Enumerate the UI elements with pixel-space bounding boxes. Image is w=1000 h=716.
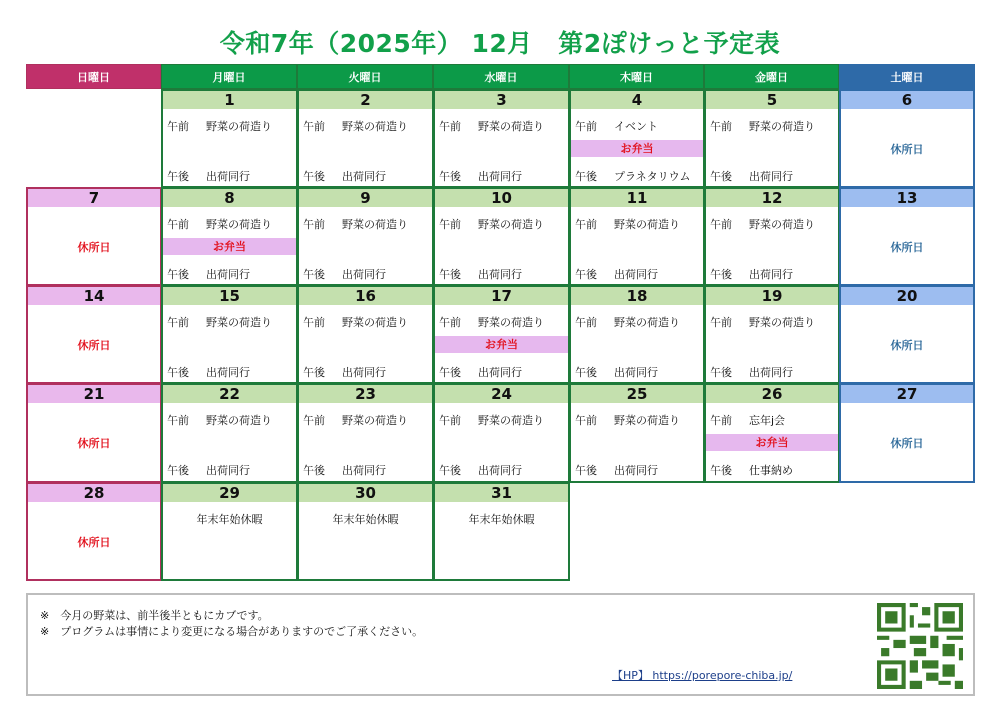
date-number: 15 — [163, 287, 296, 305]
pm-schedule — [575, 364, 658, 380]
am-schedule — [575, 412, 680, 428]
pm-label: 午後 — [439, 268, 461, 281]
day-cell[interactable] — [433, 383, 570, 483]
day-cell[interactable] — [297, 285, 434, 384]
pm-schedule — [303, 364, 386, 380]
pm-label: 午後 — [575, 170, 597, 183]
am-schedule — [439, 412, 544, 428]
date-number: 28 — [28, 484, 160, 502]
day-cell[interactable] — [26, 285, 162, 384]
note-line: ※ 今月の野菜は、前半後半ともにカブです。 — [40, 609, 269, 622]
pm-schedule — [710, 364, 793, 380]
date-number: 13 — [841, 189, 973, 207]
date-number: 29 — [163, 484, 296, 502]
am-schedule — [303, 216, 408, 232]
pm-label: 午後 — [303, 464, 325, 477]
closed-label: 休所日 — [77, 536, 111, 549]
pm-label: 午後 — [167, 366, 189, 379]
day-cell[interactable] — [161, 482, 298, 581]
page-title: 令和7年（2025年） 12月 第2ぽけっと予定表 — [219, 29, 781, 58]
closed-label: 休所日 — [890, 339, 924, 352]
qr-code-icon[interactable] — [877, 603, 963, 689]
pm-label: 午後 — [439, 366, 461, 379]
am-schedule — [710, 216, 815, 232]
am-activity: 野菜の荷造り — [206, 120, 272, 133]
weekday-header: 土曜日 — [839, 64, 975, 89]
day-cell[interactable] — [839, 187, 975, 286]
am-label: 午前 — [575, 120, 597, 133]
am-label: 午前 — [710, 316, 732, 329]
day-cell[interactable] — [433, 187, 570, 286]
am-activity: 野菜の荷造り — [478, 316, 544, 329]
date-number: 6 — [841, 91, 973, 109]
am-label: 午前 — [167, 218, 189, 231]
pm-activity: 出荷同行 — [206, 366, 250, 379]
day-cell[interactable] — [433, 482, 570, 581]
date-number: 4 — [571, 91, 703, 109]
date-number: 25 — [571, 385, 703, 403]
am-schedule — [303, 118, 408, 134]
bento-badge: お弁当 — [163, 238, 296, 255]
pm-schedule — [575, 266, 658, 282]
bento-badge: お弁当 — [706, 434, 838, 451]
bento-badge: お弁当 — [435, 336, 568, 353]
date-number: 19 — [706, 287, 838, 305]
pm-activity: 出荷同行 — [749, 268, 793, 281]
date-number: 27 — [841, 385, 973, 403]
am-activity: 野菜の荷造り — [749, 120, 815, 133]
notes-box — [26, 593, 975, 696]
weekday-header: 火曜日 — [297, 64, 433, 89]
pm-schedule — [303, 168, 386, 184]
pm-activity: 出荷同行 — [749, 170, 793, 183]
pm-activity: 出荷同行 — [478, 464, 522, 477]
am-label: 午前 — [439, 120, 461, 133]
date-number: 22 — [163, 385, 296, 403]
pm-activity: 出荷同行 — [749, 366, 793, 379]
date-number: 26 — [706, 385, 838, 403]
am-activity: 野菜の荷造り — [206, 218, 272, 231]
am-activity: 野菜の荷造り — [478, 414, 544, 427]
day-cell[interactable] — [569, 285, 705, 384]
pm-schedule — [303, 462, 386, 478]
pm-activity: 出荷同行 — [342, 170, 386, 183]
weekday-header: 水曜日 — [433, 64, 569, 89]
am-activity: 野菜の荷造り — [614, 316, 680, 329]
date-number: 16 — [299, 287, 432, 305]
day-cell[interactable] — [839, 285, 975, 384]
am-schedule — [167, 216, 272, 232]
am-activity: 野菜の荷造り — [342, 120, 408, 133]
date-number: 7 — [28, 189, 160, 207]
am-schedule — [710, 118, 815, 134]
holiday-note: 年末年始休暇 — [468, 513, 535, 526]
pm-label: 午後 — [167, 268, 189, 281]
pm-label: 午後 — [167, 170, 189, 183]
day-cell[interactable] — [297, 383, 434, 483]
am-label: 午前 — [439, 414, 461, 427]
date-number: 17 — [435, 287, 568, 305]
am-label: 午前 — [167, 414, 189, 427]
am-activity: 野菜の荷造り — [342, 316, 408, 329]
pm-activity: 出荷同行 — [478, 170, 522, 183]
homepage-link[interactable]: 【HP】 https://porepore-chiba.jp/ — [612, 669, 793, 682]
day-cell[interactable] — [297, 89, 434, 188]
am-label: 午前 — [167, 120, 189, 133]
day-cell[interactable] — [26, 383, 162, 483]
pm-activity: 出荷同行 — [206, 170, 250, 183]
day-cell[interactable] — [297, 482, 434, 581]
date-number: 24 — [435, 385, 568, 403]
date-number: 9 — [299, 189, 432, 207]
pm-label: 午後 — [575, 464, 597, 477]
pm-label: 午後 — [710, 366, 732, 379]
day-cell[interactable] — [839, 89, 975, 188]
date-number: 2 — [299, 91, 432, 109]
am-activity: 野菜の荷造り — [478, 120, 544, 133]
am-activity: 野菜の荷造り — [206, 414, 272, 427]
pm-schedule — [575, 168, 691, 184]
weekday-header: 金曜日 — [704, 64, 839, 89]
am-schedule — [710, 314, 815, 330]
day-cell[interactable] — [704, 285, 840, 384]
date-number: 10 — [435, 189, 568, 207]
date-number: 3 — [435, 91, 568, 109]
am-label: 午前 — [710, 218, 732, 231]
date-number: 21 — [28, 385, 160, 403]
pm-schedule — [710, 168, 793, 184]
am-activity: イベント — [614, 120, 658, 133]
day-cell[interactable] — [26, 187, 162, 286]
date-number: 18 — [571, 287, 703, 305]
date-number: 1 — [163, 91, 296, 109]
date-number: 30 — [299, 484, 432, 502]
date-number: 31 — [435, 484, 568, 502]
am-label: 午前 — [710, 120, 732, 133]
day-cell[interactable] — [161, 187, 298, 286]
am-activity: 野菜の荷造り — [749, 218, 815, 231]
am-schedule — [303, 314, 408, 330]
pm-schedule — [710, 462, 793, 478]
pm-activity: プラネタリウム — [614, 170, 691, 183]
pm-activity: 出荷同行 — [342, 268, 386, 281]
note-line: ※ プログラムは事情により変更になる場合がありますのでご了承ください。 — [40, 625, 424, 638]
pm-label: 午後 — [710, 464, 732, 477]
day-cell[interactable] — [569, 89, 705, 188]
closed-label: 休所日 — [77, 437, 111, 450]
am-activity: 野菜の荷造り — [342, 218, 408, 231]
pm-label: 午後 — [303, 268, 325, 281]
am-activity: 野菜の荷造り — [614, 218, 680, 231]
pm-label: 午後 — [575, 366, 597, 379]
pm-label: 午後 — [710, 170, 732, 183]
am-schedule — [439, 314, 544, 330]
day-cell[interactable] — [433, 89, 570, 188]
day-cell[interactable] — [569, 383, 705, 483]
am-schedule — [167, 412, 272, 428]
am-label: 午前 — [303, 218, 325, 231]
pm-schedule — [710, 266, 793, 282]
holiday-note: 年末年始休暇 — [332, 513, 399, 526]
pm-schedule — [167, 266, 250, 282]
pm-activity: 出荷同行 — [206, 464, 250, 477]
am-label: 午前 — [167, 316, 189, 329]
am-schedule — [303, 412, 408, 428]
holiday-note: 年末年始休暇 — [196, 513, 263, 526]
pm-activity: 出荷同行 — [342, 464, 386, 477]
pm-activity: 出荷同行 — [614, 268, 658, 281]
date-number: 20 — [841, 287, 973, 305]
day-cell[interactable] — [433, 285, 570, 384]
pm-label: 午後 — [710, 268, 732, 281]
pm-activity: 出荷同行 — [342, 366, 386, 379]
pm-activity: 出荷同行 — [478, 268, 522, 281]
date-number: 14 — [28, 287, 160, 305]
pm-schedule — [439, 364, 522, 380]
am-activity: 野菜の荷造り — [478, 218, 544, 231]
pm-schedule — [439, 462, 522, 478]
weekday-header: 月曜日 — [161, 64, 297, 89]
pm-label: 午後 — [303, 170, 325, 183]
pm-schedule — [167, 364, 250, 380]
am-label: 午前 — [575, 414, 597, 427]
weekday-header: 木曜日 — [569, 64, 704, 89]
pm-label: 午後 — [303, 366, 325, 379]
date-number: 8 — [163, 189, 296, 207]
am-activity: 野菜の荷造り — [206, 316, 272, 329]
am-label: 午前 — [575, 218, 597, 231]
day-cell[interactable] — [161, 383, 298, 483]
closed-label: 休所日 — [890, 143, 924, 156]
pm-schedule — [303, 266, 386, 282]
day-cell[interactable] — [704, 187, 840, 286]
pm-activity: 仕事納め — [749, 464, 793, 477]
closed-label: 休所日 — [890, 241, 924, 254]
day-cell[interactable] — [569, 187, 705, 286]
am-label: 午前 — [303, 316, 325, 329]
day-cell[interactable] — [704, 383, 840, 483]
date-number: 5 — [706, 91, 838, 109]
pm-label: 午後 — [439, 170, 461, 183]
date-number: 12 — [706, 189, 838, 207]
am-activity: 野菜の荷造り — [614, 414, 680, 427]
am-label: 午前 — [439, 316, 461, 329]
am-activity: 野菜の荷造り — [749, 316, 815, 329]
pm-schedule — [167, 168, 250, 184]
date-number: 11 — [571, 189, 703, 207]
pm-schedule — [575, 462, 658, 478]
day-cell[interactable] — [704, 89, 840, 188]
am-schedule — [710, 412, 785, 428]
pm-schedule — [439, 266, 522, 282]
pm-activity: 出荷同行 — [614, 464, 658, 477]
bento-badge: お弁当 — [571, 140, 703, 157]
day-cell[interactable] — [297, 187, 434, 286]
pm-activity: 出荷同行 — [614, 366, 658, 379]
day-cell[interactable] — [161, 285, 298, 384]
pm-label: 午後 — [439, 464, 461, 477]
am-schedule — [167, 118, 272, 134]
am-activity: 野菜の荷造り — [342, 414, 408, 427]
date-number: 23 — [299, 385, 432, 403]
weekday-header: 日曜日 — [26, 64, 161, 89]
pm-schedule — [439, 168, 522, 184]
day-cell[interactable] — [26, 482, 162, 581]
pm-label: 午後 — [575, 268, 597, 281]
am-schedule — [439, 216, 544, 232]
am-label: 午前 — [710, 414, 732, 427]
am-schedule — [575, 216, 680, 232]
am-label: 午前 — [303, 120, 325, 133]
am-activity: 忘年j会 — [749, 414, 786, 427]
am-schedule — [167, 314, 272, 330]
closed-label: 休所日 — [77, 339, 111, 352]
closed-label: 休所日 — [77, 241, 111, 254]
closed-label: 休所日 — [890, 437, 924, 450]
am-label: 午前 — [439, 218, 461, 231]
pm-activity: 出荷同行 — [478, 366, 522, 379]
pm-schedule — [167, 462, 250, 478]
am-schedule — [575, 314, 680, 330]
day-cell[interactable] — [161, 89, 298, 188]
day-cell[interactable] — [839, 383, 975, 483]
am-label: 午前 — [303, 414, 325, 427]
am-schedule — [439, 118, 544, 134]
am-label: 午前 — [575, 316, 597, 329]
pm-label: 午後 — [167, 464, 189, 477]
pm-activity: 出荷同行 — [206, 268, 250, 281]
am-schedule — [575, 118, 658, 134]
